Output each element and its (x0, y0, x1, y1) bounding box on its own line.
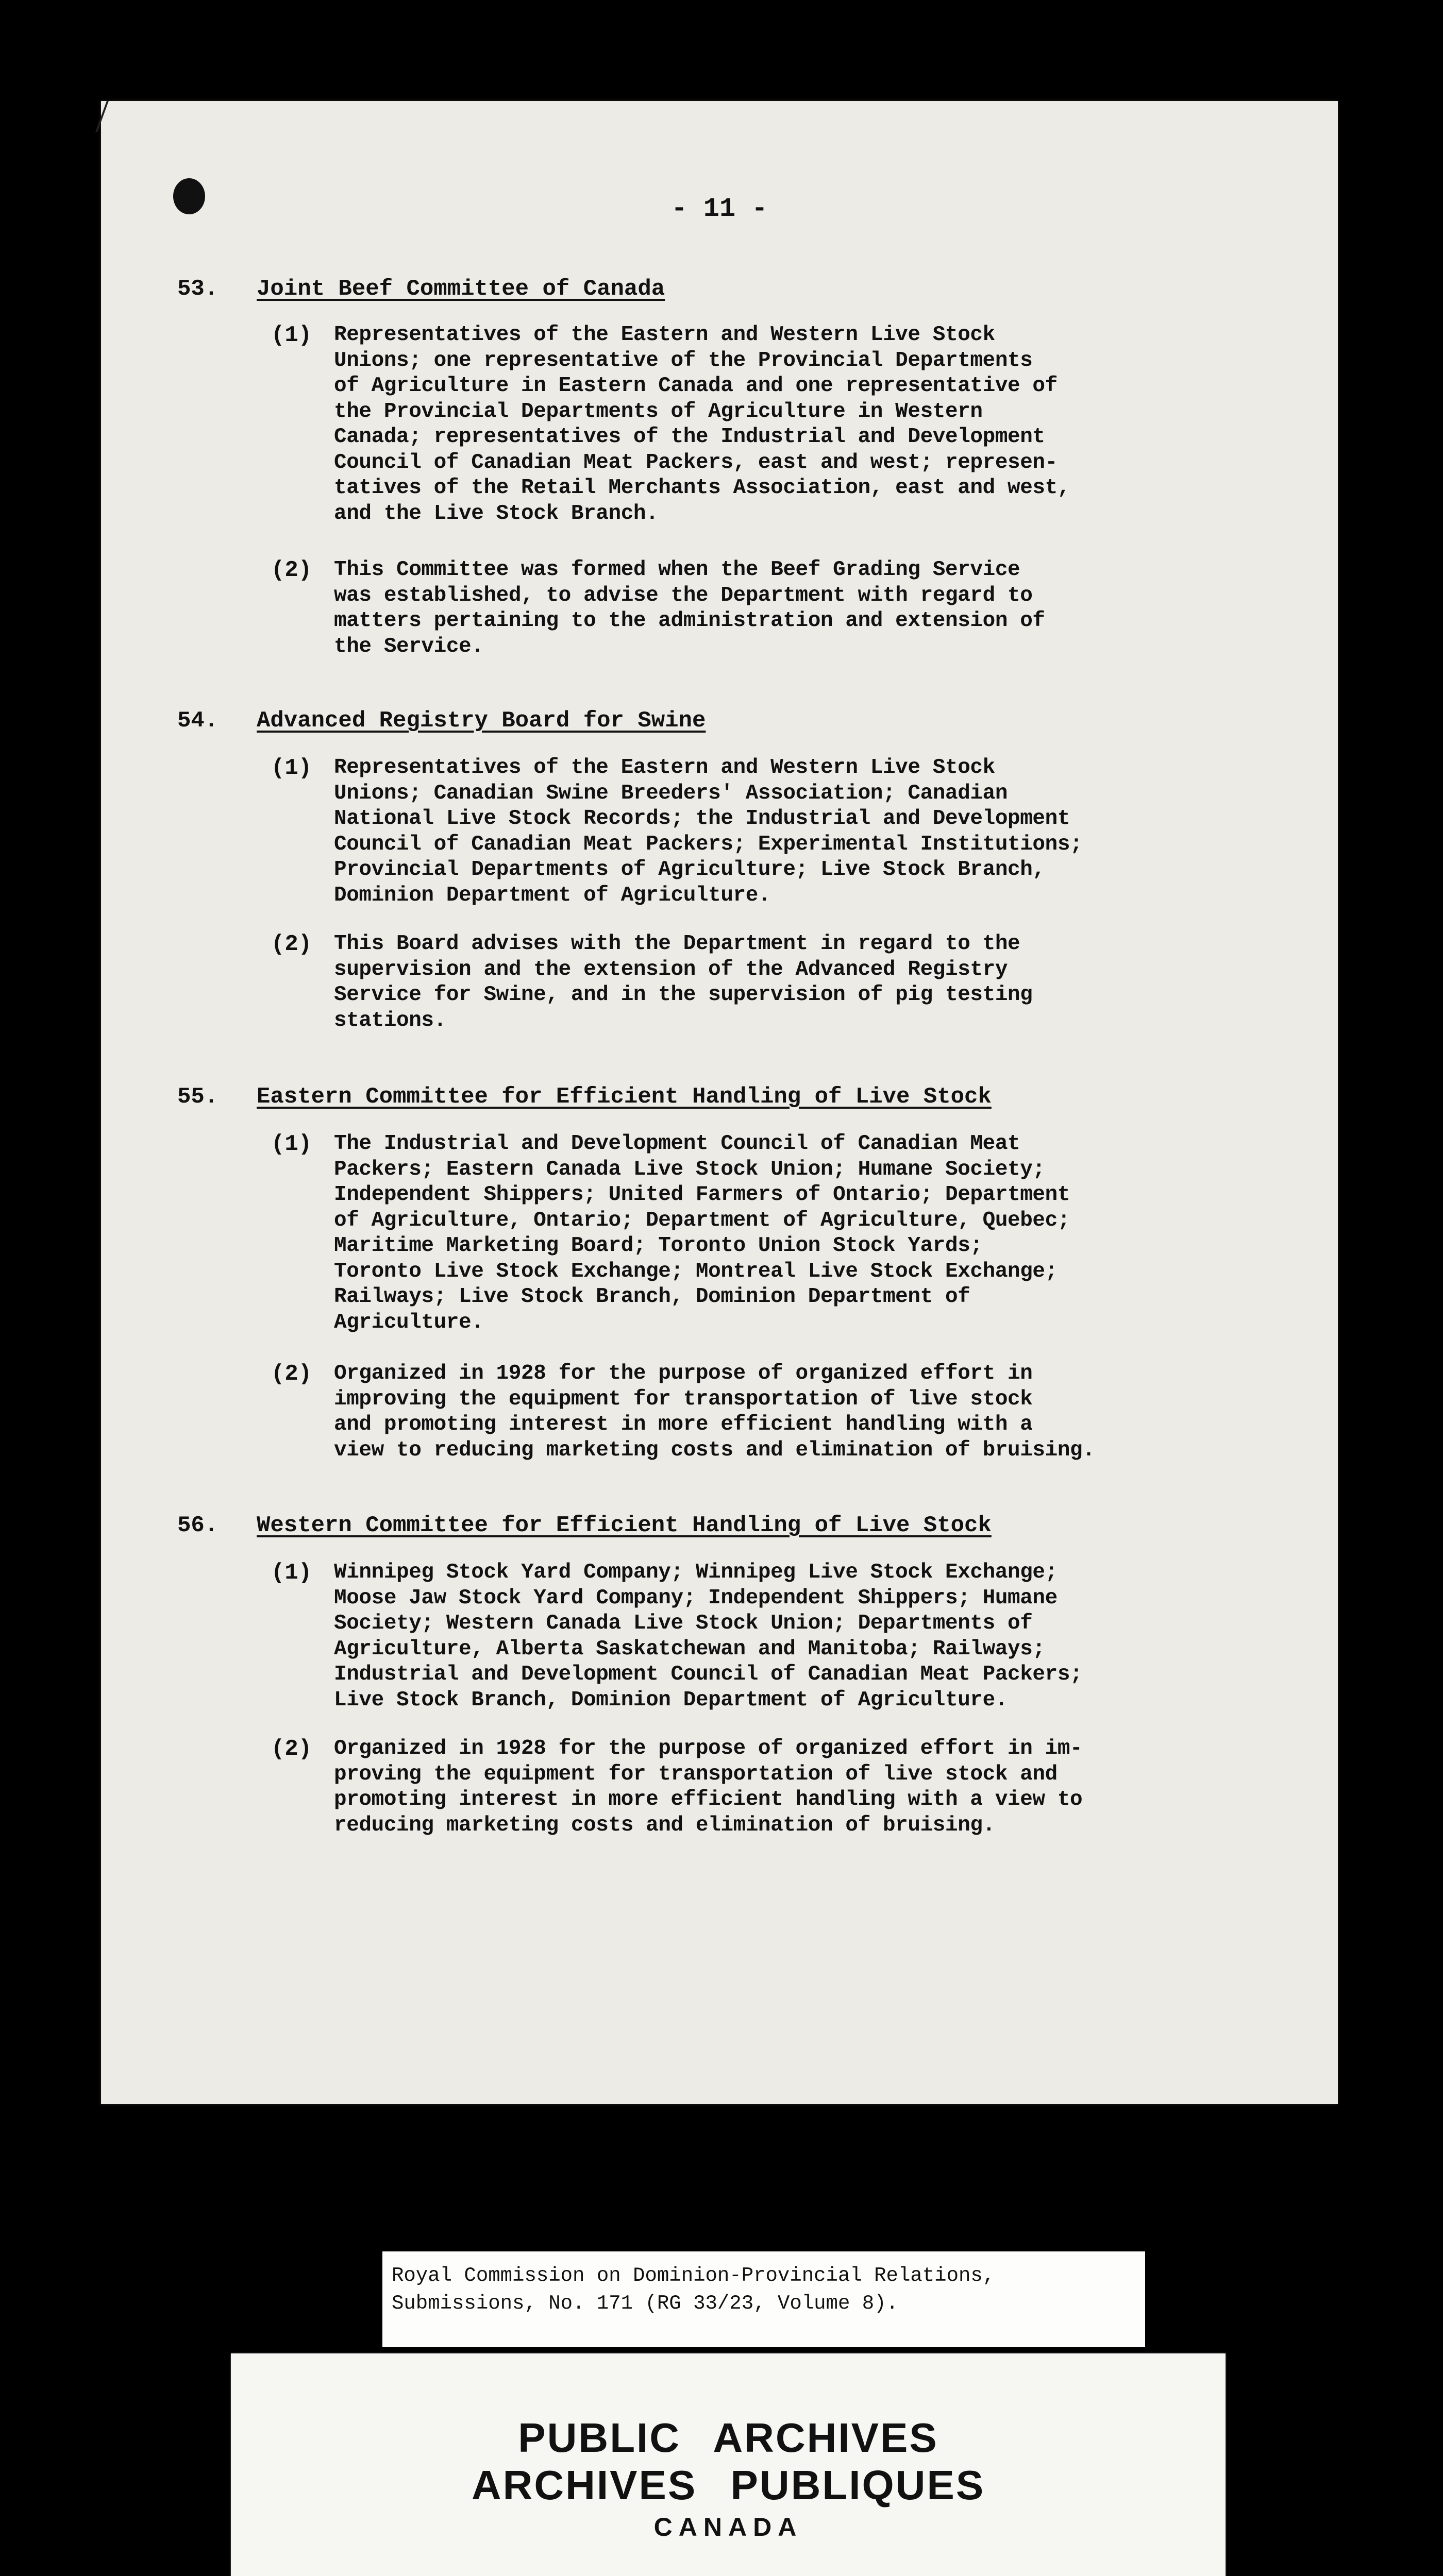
stamp-line-3: CANADA (653, 2513, 803, 2541)
folded-corner (95, 101, 140, 132)
stamp-line-1: PUBLIC ARCHIVES (518, 2415, 938, 2461)
citation-label (382, 2251, 1145, 2347)
item-text: Representatives of the Eastern and Western Live Stock Unions; one representative of the Provincial Departments of Agriculture in Eastern Canada and one representative of the Provincial Departments of Agriculture in Western Canada; representatives of the Industrial and Development Council of Canadian Meat Packers, east and west; represen- tatives of the Retail Merchants Association, east and west, and the Live Stock Branch. (334, 323, 1070, 526)
item-number: (2) (271, 931, 312, 957)
item-text: The Industrial and Development Council of Canadian Meat Packers; Eastern Canada Live Stock Union; Humane Society; Independent Shippers; United Farmers of Ontario; Department of Agriculture, Ontario; Department of Agriculture, Quebec; Maritime Marketing Board; Toronto Union Stock Yards; Toronto Live Stock Exchange; Montreal Live Stock Exchange; Railways; Live Stock Branch, Dominion Department of Agriculture. (334, 1132, 1070, 1334)
item-text: Organized in 1928 for the purpose of organized effort in im- proving the equipment for transportation of live stock and promoting interest in more efficient handling with a view to reducing marketing costs and elimination of bruising. (334, 1737, 1083, 1837)
section-number: 56. (177, 1513, 219, 1538)
page-number: - 11 - (671, 194, 768, 224)
item-text: Organized in 1928 for the purpose of organized effort in improving the equipment for transportation of live stock and promoting interest in more efficient handling with a view to reducing marketing costs and elimination of bruising. (334, 1362, 1095, 1462)
section-number: 53. (177, 276, 219, 302)
item-number: (2) (271, 1361, 312, 1387)
item-number: (1) (271, 1131, 312, 1157)
document-page (101, 101, 1338, 2104)
item-text: Representatives of the Eastern and Western Live Stock Unions; Canadian Swine Breeders' Association; Canadian National Live Stock Records; the Industrial and Development Council of Canadian Meat Packers; Experimental Institutions; Provincial Departments of Agriculture; Live Stock Branch, Dominion Department of Agriculture. (334, 756, 1083, 907)
citation-line-2: Submissions, No. 171 (RG 33/23, Volume 8). (392, 2292, 898, 2315)
item-text: This Committee was formed when the Beef Grading Service was established, to advise the Department with regard to matters pertaining to the administration and extension of the Service. (334, 558, 1045, 658)
section-title: Western Committee for Efficient Handling of Live Stock (257, 1513, 992, 1538)
section-number: 55. (177, 1084, 219, 1110)
item-number: (1) (271, 1560, 312, 1586)
item-number: (2) (271, 557, 312, 583)
section-number: 54. (177, 708, 219, 734)
section-title: Joint Beef Committee of Canada (257, 276, 665, 302)
section-title: Advanced Registry Board for Swine (257, 708, 706, 734)
citation-line-1: Royal Commission on Dominion-Provincial Relations, (392, 2264, 995, 2287)
item-text: This Board advises with the Department in regard to the supervision and the extension of the Advanced Registry Service for Swine, and in the supervision of pig testing stations. (334, 932, 1033, 1032)
item-text: Winnipeg Stock Yard Company; Winnipeg Live Stock Exchange; Moose Jaw Stock Yard Company; Independent Shippers; Humane Society; Western Canada Live Stock Union; Departments of Agriculture, Alberta Saskatchewan and Manitoba; Railways; Industrial and Development Council of Canadian Meat Packers; Live Stock Branch, Dominion Department of Agriculture. (334, 1561, 1083, 1712)
item-number: (1) (271, 755, 312, 781)
item-number: (1) (271, 323, 312, 348)
archives-stamp (231, 2353, 1226, 2576)
section-title: Eastern Committee for Efficient Handling of Live Stock (257, 1084, 992, 1110)
stamp-line-2: ARCHIVES PUBLIQUES (471, 2462, 985, 2508)
item-number: (2) (271, 1736, 312, 1762)
